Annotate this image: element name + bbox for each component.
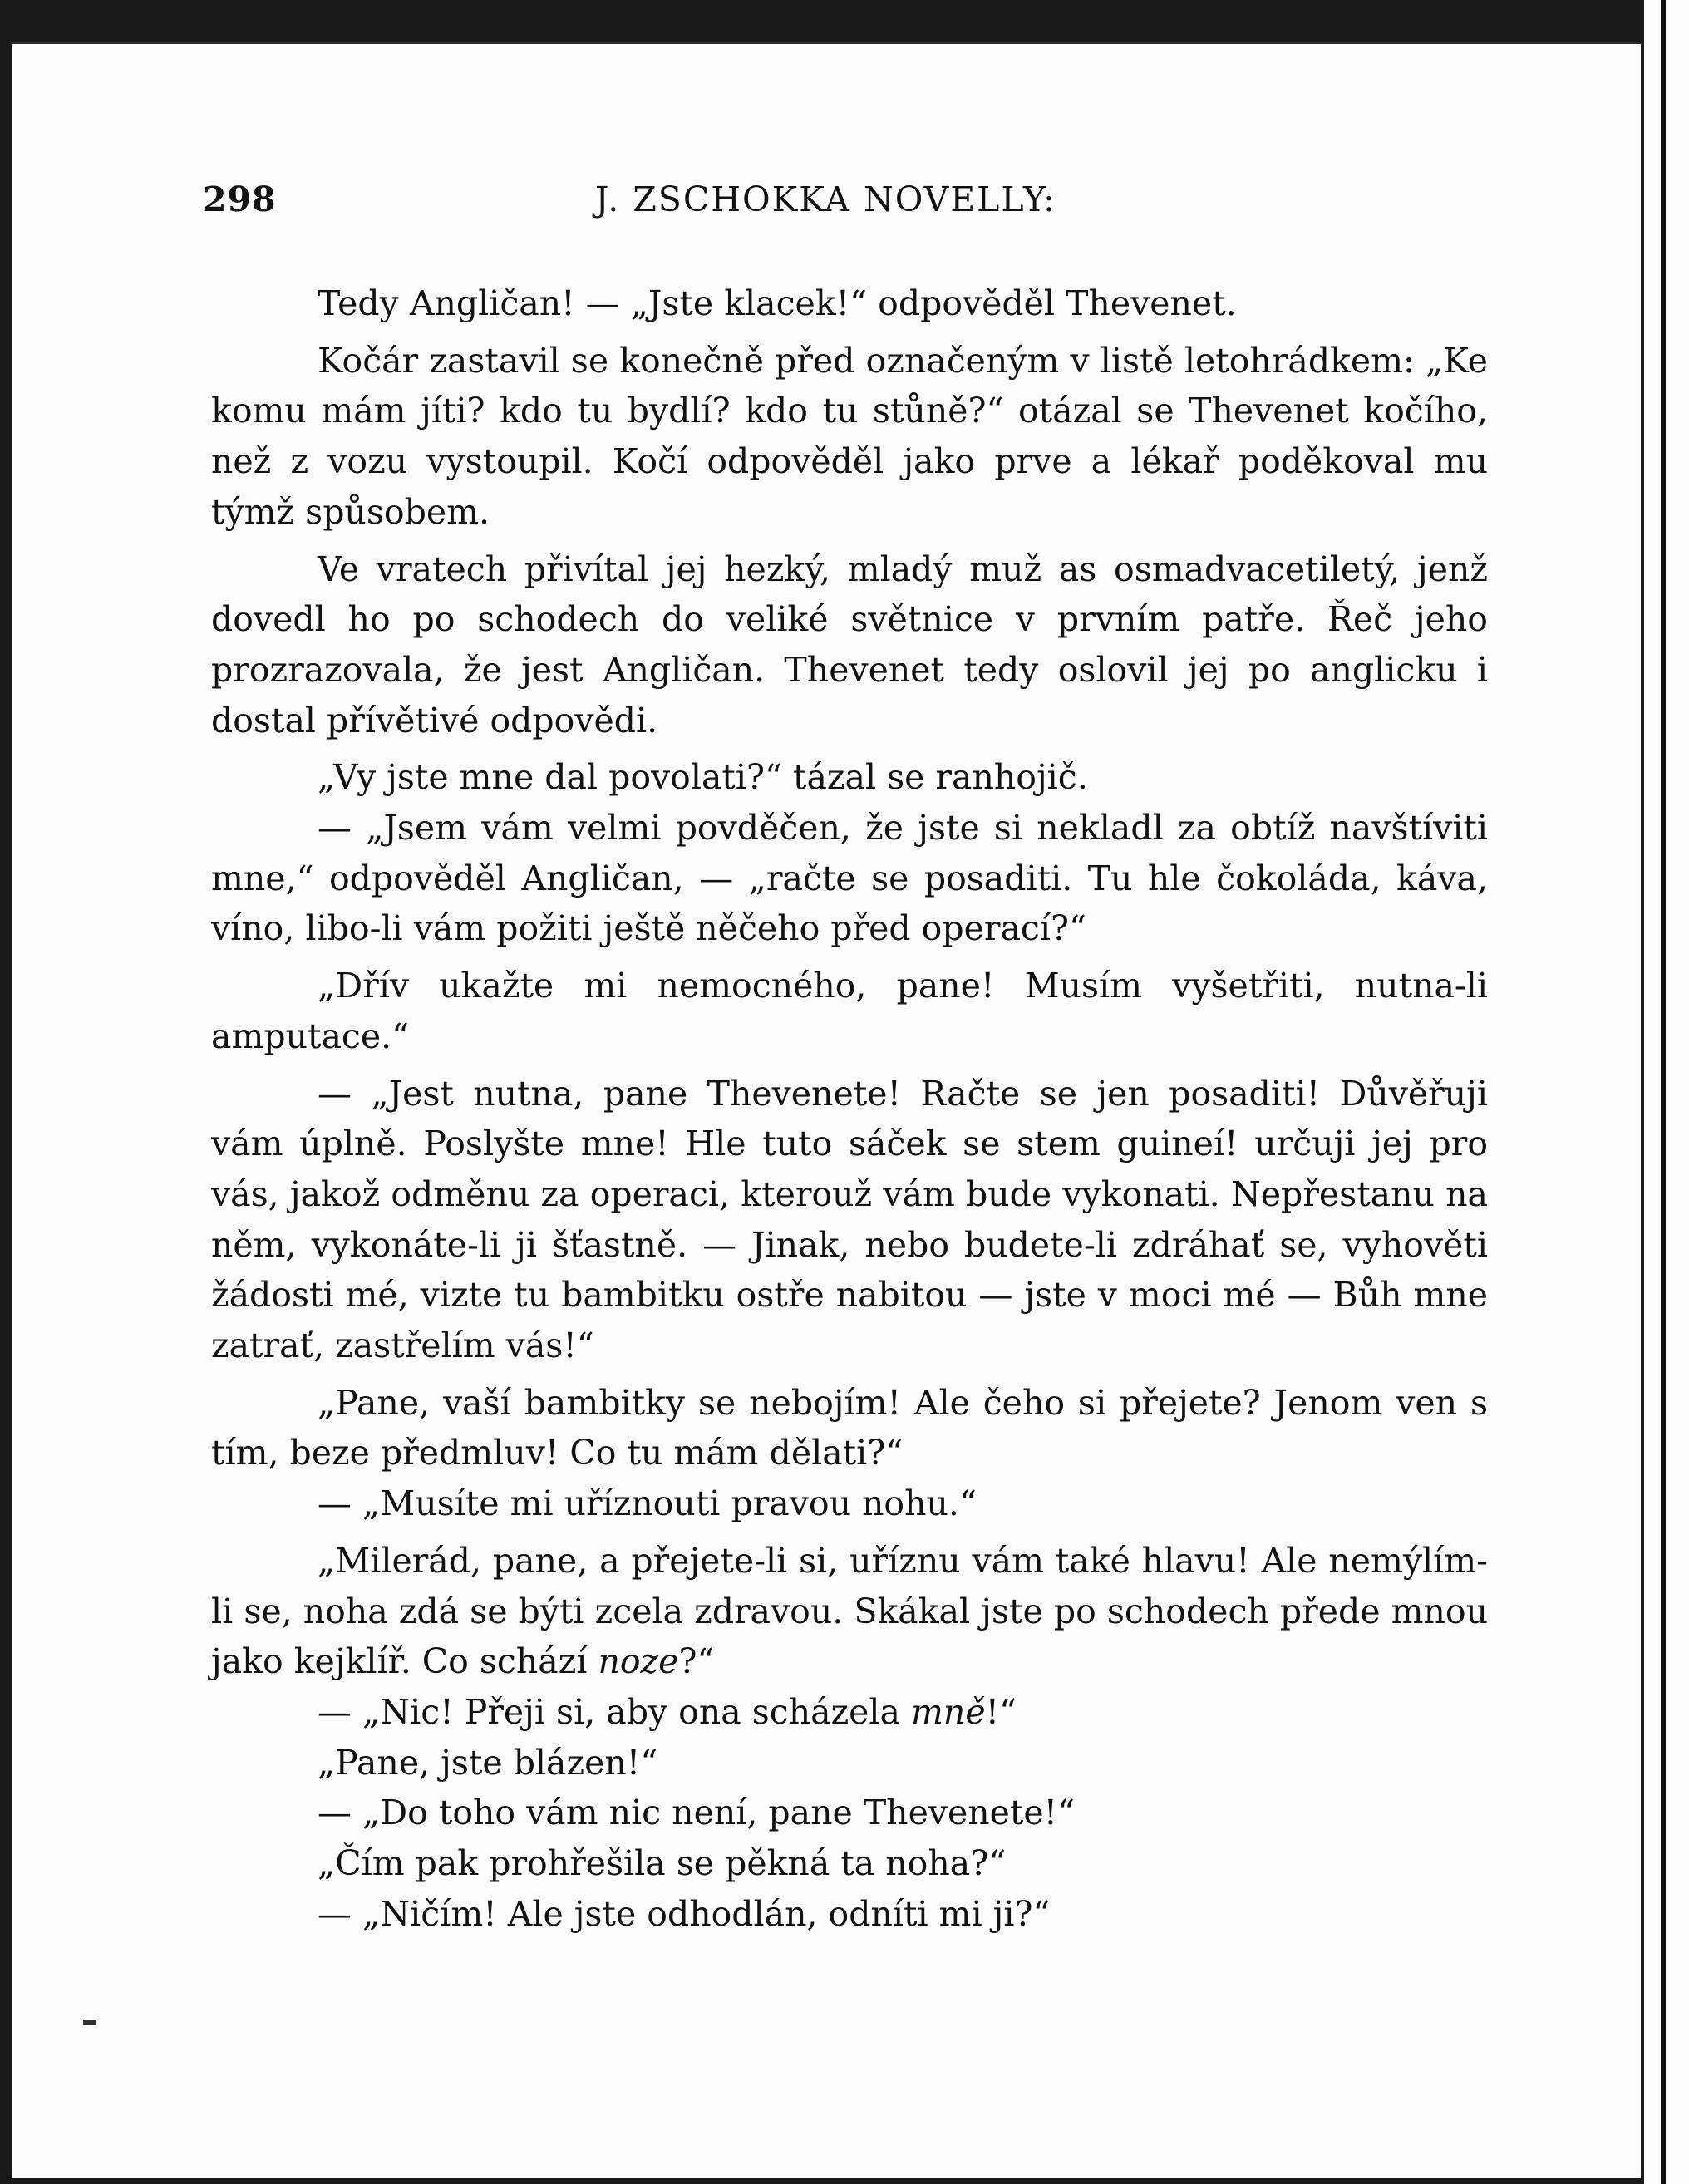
paragraph-text: „Milerád, pane, a přejete-li si, uříznu vám také hlavu! Ale nemýlím-li se, noha zdá se býti zcela zdravou. Skákal jste po schodech přede mnou jako kejklíř. Co schází	[211, 1540, 1488, 1682]
paragraph-text: ?“	[678, 1641, 715, 1682]
paragraph: „Vy jste mne dal povolati?“ tázal se ranhojič.	[318, 757, 1088, 798]
paragraph: „Čím pak prohřešila se pěkná ta noha?“	[318, 1843, 1007, 1884]
paragraph	[211, 1536, 1488, 1687]
paragraph	[211, 1687, 1488, 1738]
emphasis: mně	[911, 1691, 986, 1732]
paragraph: Tedy Angličan! — „Jste klacek!“ odpověděl Thevenet.	[318, 283, 1237, 323]
paragraph: — „Do toho vám nic není, pane Thevenete!“	[318, 1793, 1076, 1833]
paragraph: Kočár zastavil se konečně před označeným v listě letohrádkem: „Ke komu mám jíti? kdo tu bydlí? kdo tu stůně?“ otázal se Thevenet kočího, než z vozu vystoupil. Kočí odpověděl jako prve a lékař poděkoval mu týmž spůsobem.	[211, 340, 1488, 532]
paragraph-text: !“	[985, 1691, 1017, 1732]
page-edge	[1641, 0, 1689, 2184]
paragraph: — „Jest nutna, pane Thevenete! Račte se jen posaditi! Důvěřuji vám úplně. Poslyšte mne! Hle tuto sáček se stem guineí! určuji jej pro vás, jakož odměnu za operaci, kterouž vám bude vykonati. Nepřestanu na něm, vykonáte-li ji šťastně. — Jinak, nebo budete-li zdráhať se, vyhověti žádosti mé, vizte tu bambitku ostře nabitou — jste v moci mé — Bůh mne zatrať, zastřelím vás!“	[211, 1073, 1488, 1366]
paragraph: — „Musíte mi uříznouti pravou nohu.“	[318, 1483, 977, 1524]
ink-mark	[83, 2020, 96, 2025]
paragraph: — „Jsem vám velmi povděčen, že jste si nekladl za obtíž navštíviti mne,“ odpověděl Angličan, — „račte se posaditi. Tu hle čokoláda, káva, víno, libo-li vám požiti ještě něčeho před operací?“	[211, 808, 1488, 949]
paragraph: Ve vratech přivítal jej hezký, mladý muž as osmadvacetiletý, jenž dovedl ho po schodech do veliké světnice v prvním patře. Řeč jeho prozrazovala, že jest Angličan. Thevenet tedy oslovil jej po anglicku i dostal přívětivé odpovědi.	[211, 548, 1488, 740]
body-text	[211, 278, 1488, 1940]
paragraph: „Pane, vaší bambitky se nebojím! Ale čeho si přejete? Jenom ven s tím, beze předmluv! Co tu mám dělati?“	[211, 1382, 1488, 1473]
edge-rule	[1661, 0, 1666, 2184]
emphasis: noze	[598, 1641, 679, 1682]
running-head: J. ZSCHOKKA NOVELLY:	[595, 180, 1056, 219]
book-page	[12, 42, 1641, 2178]
page-header	[12, 180, 1641, 229]
paragraph: „Dřív ukažte mi nemocného, pane! Musím vyšetřiti, nutna-li amputace.“	[211, 966, 1488, 1056]
paragraph-text: — „Nic! Přeji si, aby ona scházela	[318, 1691, 912, 1732]
page-number: 298	[203, 180, 277, 219]
paragraph: — „Ničím! Ale jste odhodlán, odníti mi ji?“	[318, 1893, 1051, 1934]
paragraph: „Pane, jste blázen!“	[318, 1742, 658, 1783]
